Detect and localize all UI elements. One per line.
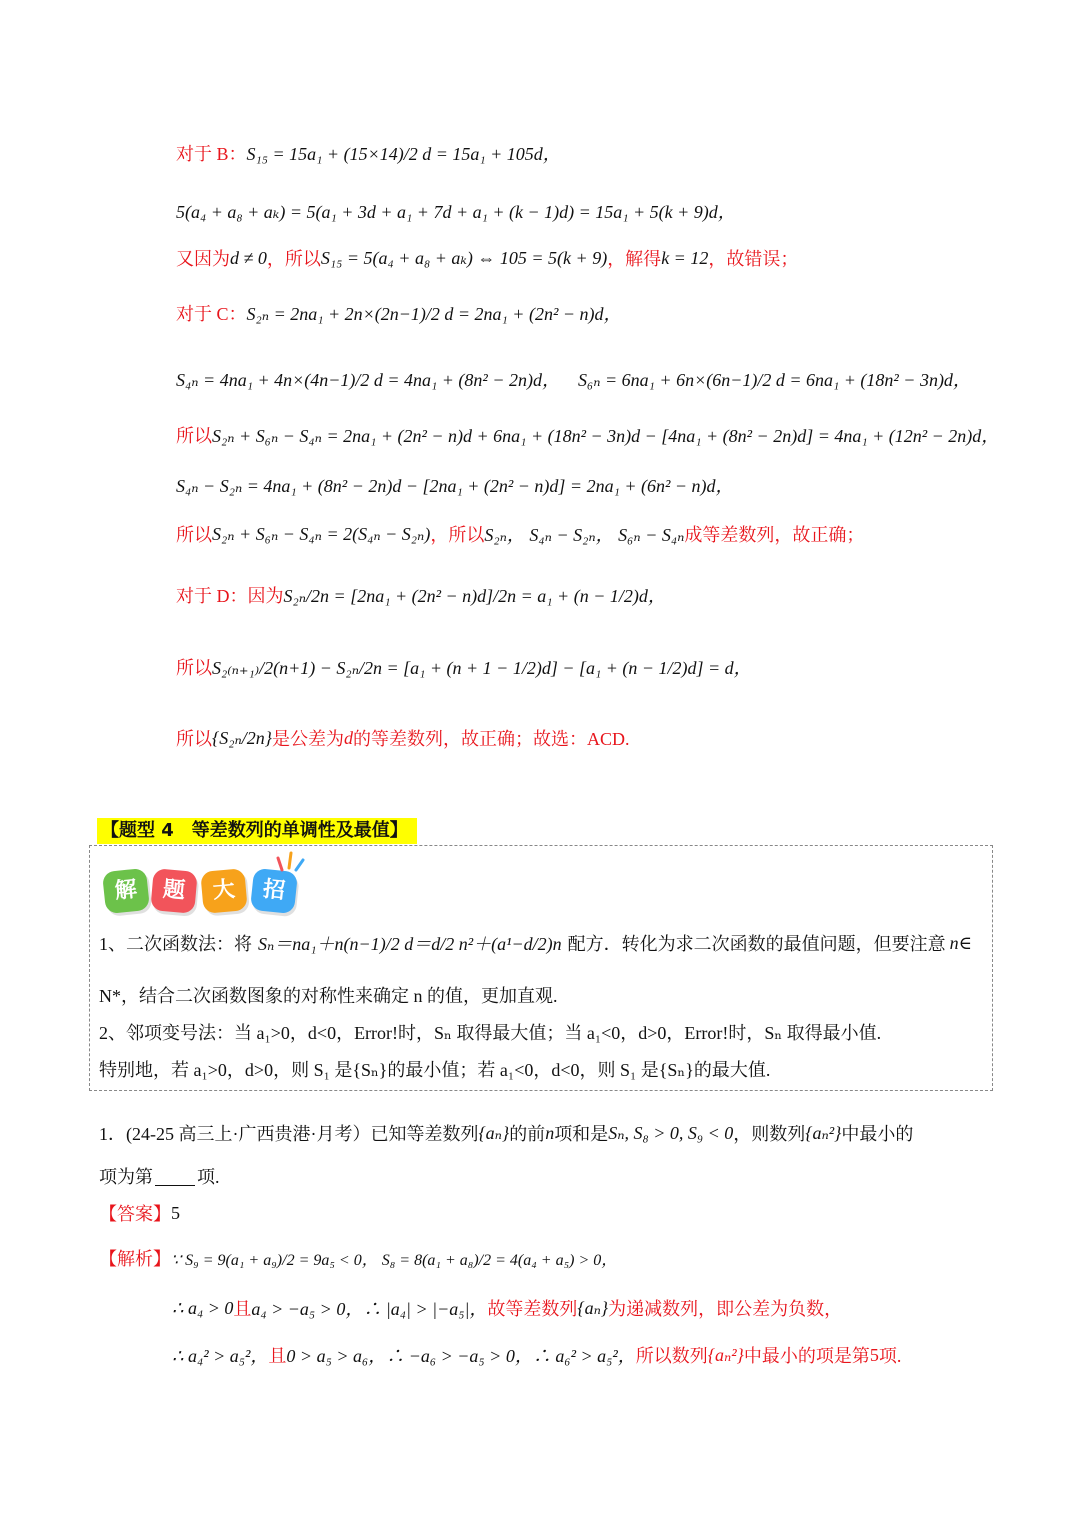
analysis-term-number: 5 [869, 1344, 879, 1365]
label-b: 对于 B： [176, 144, 247, 164]
analysis-line2 [172, 1295, 842, 1321]
solution-c-line4 [176, 472, 734, 498]
analysis-and1: 且 [233, 1299, 252, 1319]
text-c-correct: 成等差数列，故正确； [684, 525, 865, 545]
text-d-common-diff: 是公差为 [271, 729, 344, 749]
formula-d-nonzero: d ≠ 0 [230, 247, 267, 268]
solution-c-line1 [176, 300, 621, 326]
formula-c-relation: S₂ₙ + S₆ₙ − S₄ₙ = 2(S₄ₙ − S₂ₙ) [212, 523, 431, 544]
solution-b-line3 [176, 245, 798, 271]
method1-desc: 配方．转化为求二次函数的最值问题，但要注意 [567, 934, 946, 954]
question-seq: {aₙ} [478, 1122, 510, 1143]
analysis-seq-sq: {aₙ²} [707, 1344, 744, 1365]
analysis-formula1: ∵ S₉ = 9(a₁ + a₉)/2 = 9a₅ < 0， S₈ = 8(a₁ + a₈)/2 = 4(a₄ + a₅) > 0， [171, 1251, 618, 1269]
text-d-answer: 的等差数列，故正确；故选：ACD. [352, 729, 630, 749]
sparkle-icon [276, 850, 306, 872]
analysis-a4-pos: ∴ a₄ > 0 [172, 1297, 234, 1318]
method1-intro: 1、二次函数法：将 [99, 934, 252, 954]
text-c-so2: 所以 [176, 525, 212, 545]
formula-c-sum: S₂ₙ + S₆ₙ − S₄ₙ = 2na₁ + (2n² − n)d + 6na₁ + (18n² − 3n)d − [4na₁ + (8n² − 2n)d] = 4na₁ + (12n² − 2n)d， [212, 426, 1000, 446]
analysis-sq-compare1: ∴ a₄² > a₅²， [172, 1346, 269, 1366]
badge-jie: 解 [102, 868, 150, 914]
question-condition: Sₙ, S₈ > 0, S₉ < 0 [608, 1122, 734, 1143]
question-text-c: 项和是 [554, 1124, 609, 1144]
analysis-sq-compare2: 0 > a₅ > a₆，∴ −a₆ > −a₅ > 0，∴ a₆² > a₅²， [286, 1346, 636, 1366]
analysis-and2: 且 [268, 1346, 287, 1366]
answer-line [99, 1200, 180, 1226]
solution-b-line2 [176, 198, 736, 224]
formula-c-diff: S₄ₙ − S₂ₙ = 4na₁ + (8n² − 2n)d − [2na₁ + (2n² − n)d] = 2na₁ + (6n² − n)d， [176, 476, 734, 496]
analysis-term-end: 项. [878, 1346, 902, 1366]
badge-zhao: 招 [250, 868, 298, 914]
solution-c-line3 [176, 422, 999, 448]
question-text-b: 的前 [509, 1124, 546, 1144]
question-source: 1．(24-25 高三上·广西贵港·月考）已知等差数列 [99, 1124, 479, 1144]
solution-c-line2 [176, 366, 971, 392]
solution-c-line5 [176, 521, 864, 547]
analysis-line3 [172, 1342, 901, 1368]
method1-line1 [99, 930, 972, 956]
question-text-g: 项. [197, 1167, 220, 1187]
solution-d-line1 [176, 582, 666, 608]
answer-blank[interactable] [155, 1167, 195, 1186]
formula-k12: k = 12 [661, 247, 709, 268]
text-d-so2: 所以 [176, 729, 212, 749]
text-b-because: 又因为 [176, 249, 230, 269]
formula-d-ratio: S₂ₙ/2n = [2na₁ + (2n² − n)d]/2n = a₁ + (n − 1/2)d， [283, 586, 666, 606]
method1-n-in: n∈ [949, 932, 972, 953]
question-line2 [99, 1163, 220, 1189]
analysis-so-seq: 故等差数列 [487, 1299, 578, 1319]
badge-ti: 题 [150, 868, 197, 914]
formula-s4n: S₄ₙ = 4na₁ + 4n×(4n−1)/2 d = 4na₁ + (8n² − 2n)d， [176, 370, 560, 390]
question-seq-sq: {aₙ²} [805, 1122, 842, 1143]
method1-line2: N*，结合二次函数图象的对称性来确定 n 的值，更加直观. [99, 986, 558, 1006]
topic-banner: 【题型 4 等差数列的单调性及最值】 [97, 818, 417, 844]
question-text-e: 中最小的 [841, 1124, 914, 1144]
analysis-abs: a₄ > −a₅ > 0，∴ |a₄| > |−a₅|， [251, 1299, 488, 1319]
formula-s2n: S₂ₙ = 2na₁ + 2n×(2n−1)/2 d = 2na₁ + (2n² − n)d， [246, 304, 622, 324]
question-n: n [545, 1122, 555, 1143]
analysis-seq: {aₙ} [577, 1297, 609, 1318]
text-b-solve: ，解得 [607, 249, 662, 269]
text-c-so1: 所以 [176, 426, 212, 446]
formula-d-set: {S₂ₙ/2n} [212, 727, 272, 748]
answer-label: 【答案】 [99, 1204, 171, 1224]
method2-line: 2、邻项变号法：当 a₁>0，d<0，Error!时，Sₙ 取得最大值；当 a₁<0，d>0，Error!时，Sₙ 取得最小值. [99, 1023, 882, 1043]
question-text-f: 项为第 [99, 1167, 153, 1187]
formula-b-expand: 5(a₄ + a₈ + aₖ) = 5(a₁ + 3d + a₁ + 7d + a₁ + (k − 1)d) = 15a₁ + 5(k + 9)d， [176, 202, 736, 222]
method1-formula: Sₙ＝na₁＋n(n−1)/2 d＝d/2 n²＋(a¹−d/2)n [258, 934, 562, 954]
analysis-so-seq2: 所以数列 [635, 1346, 708, 1366]
formula-s6n: S₆ₙ = 6na₁ + 6n×(6n−1)/2 d = 6na₁ + (18n² − 3n)d， [577, 370, 971, 390]
formula-d-diff: S₂₍ₙ₊₁₎/2(n+1) − S₂ₙ/2n = [a₁ + (n + 1 − 1/2)d] − [a₁ + (n − 1/2)d] = d， [212, 658, 752, 678]
analysis-min-term: 中最小的项是第 [743, 1346, 870, 1366]
solution-d-line3 [176, 725, 629, 751]
special-line: 特别地，若 a₁>0，d>0，则 S₁ 是{Sₙ}的最小值；若 a₁<0，d<0，则 S₁ 是{Sₙ}的最大值. [99, 1060, 771, 1080]
formula-c-terms: S₂ₙ， S₄ₙ − S₂ₙ， S₆ₙ − S₄ₙ [484, 525, 685, 545]
badge-da: 大 [200, 868, 247, 914]
question-text-d: ，则数列 [733, 1124, 806, 1144]
formula-b-equiv: S₁₅ = 5(a₄ + a₈ + aₖ) ⇔ 105 = 5(k + 9) [320, 247, 608, 268]
question-line1 [99, 1120, 913, 1146]
text-b-so: ，所以 [266, 249, 321, 269]
formula-d-var: d [343, 727, 353, 748]
analysis-label: 【解析】 [99, 1249, 171, 1269]
solution-d-line2 [176, 654, 752, 680]
label-c: 对于 C： [176, 304, 247, 324]
solution-b-line1 [176, 140, 561, 166]
analysis-line1 [99, 1245, 617, 1271]
text-c-so3: ，所以 [430, 525, 485, 545]
answer-value: 5 [171, 1202, 180, 1223]
formula-b-s15: S₁₅ = 15a₁ + (15×14)/2 d = 15a₁ + 105d， [246, 144, 561, 164]
analysis-decreasing: 为递减数列，即公差为负数， [608, 1299, 843, 1319]
label-d: 对于 D：因为 [176, 586, 284, 606]
text-b-wrong: ，故错误； [708, 249, 799, 269]
text-d-so1: 所以 [176, 658, 212, 678]
